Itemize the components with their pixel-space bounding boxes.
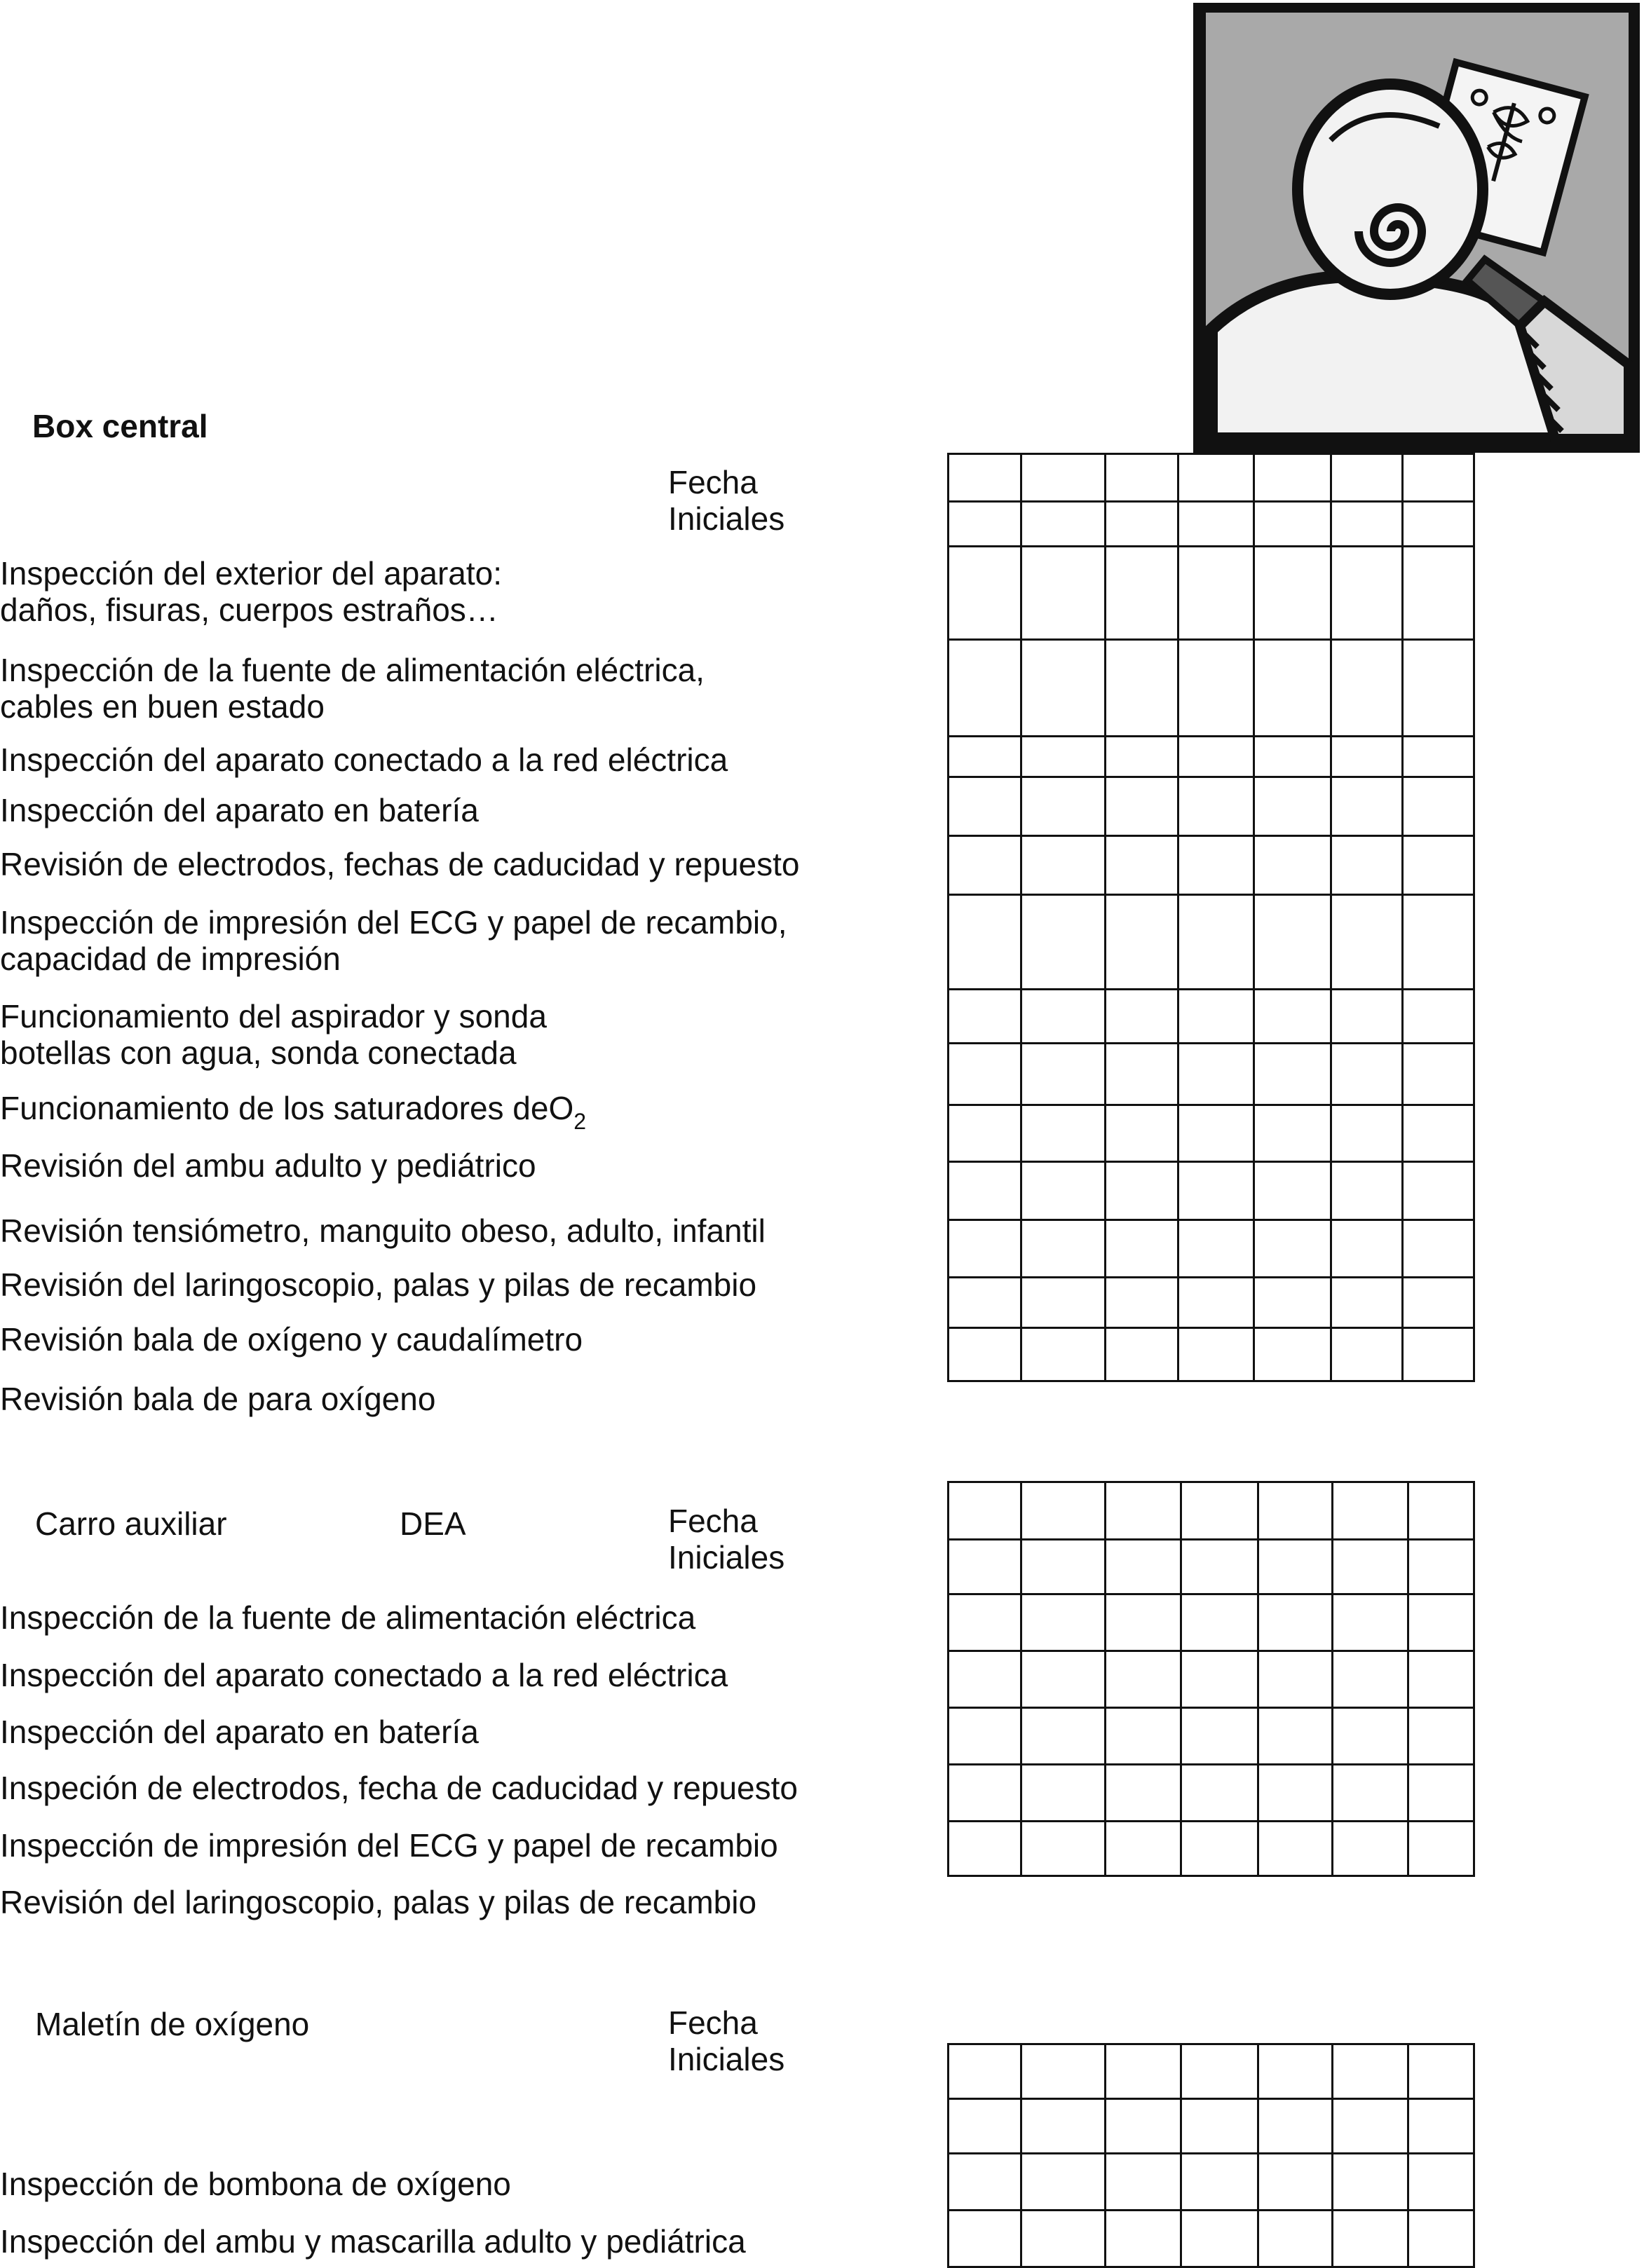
grid-cell[interactable] (1021, 502, 1106, 547)
grid-cell[interactable] (1021, 1540, 1106, 1594)
grid-cell[interactable] (1254, 454, 1331, 502)
grid-cell[interactable] (1106, 1328, 1178, 1381)
grid-cell[interactable] (1181, 1540, 1258, 1594)
checklist-item: Funcionamiento del aspirador y sonda (0, 998, 547, 1034)
grid-cell[interactable] (1021, 1278, 1106, 1328)
grid-cell[interactable] (1403, 1044, 1474, 1105)
grid-cell[interactable] (1106, 1594, 1181, 1651)
grid-cell[interactable] (1254, 502, 1331, 547)
grid-cell[interactable] (949, 895, 1021, 990)
grid-cell[interactable] (1106, 502, 1178, 547)
grid-cell[interactable] (1181, 1708, 1258, 1765)
grid-cell[interactable] (1333, 1708, 1408, 1765)
grid-cell[interactable] (1106, 2211, 1181, 2267)
grid-cell[interactable] (1333, 2211, 1408, 2267)
checklist-item: Inspección de impresión del ECG y papel de recambio, (0, 904, 787, 941)
grid-cell[interactable] (1106, 1540, 1181, 1594)
date-label: Fecha (668, 464, 758, 500)
checklist-item: Inspección del ambu y mascarilla adulto y pediátrica (0, 2223, 746, 2260)
checklist-item-continuation: capacidad de impresión (0, 941, 341, 977)
checklist-item-continuation: cables en buen estado (0, 688, 325, 725)
grid-cell[interactable] (1403, 895, 1474, 990)
grid-cell[interactable] (1106, 1278, 1178, 1328)
grid-cell[interactable] (1181, 1594, 1258, 1651)
grid-cell[interactable] (1021, 836, 1106, 895)
grid-cell[interactable] (1331, 1162, 1403, 1220)
grid-cell[interactable] (1333, 1482, 1408, 1540)
grid-cell[interactable] (1021, 547, 1106, 640)
checklist-item: Revisión tensiómetro, manguito obeso, adulto, infantil (0, 1212, 766, 1249)
grid-cell[interactable] (1333, 2044, 1408, 2099)
grid-cell[interactable] (1331, 737, 1403, 777)
grid-cell[interactable] (1333, 2154, 1408, 2211)
grid-cell[interactable] (1178, 1044, 1254, 1105)
grid-cell[interactable] (1403, 547, 1474, 640)
date-label: Fecha (668, 2004, 758, 2041)
grid-cell[interactable] (1258, 1482, 1333, 1540)
grid-cell[interactable] (1021, 1822, 1106, 1876)
grid-cell[interactable] (1106, 1162, 1178, 1220)
grid-cell[interactable] (1106, 1044, 1178, 1105)
grid-cell[interactable] (1021, 1594, 1106, 1651)
grid-cell[interactable] (1408, 2044, 1474, 2099)
checklist-item: Inspección de impresión del ECG y papel de recambio (0, 1827, 778, 1864)
grid-cell[interactable] (949, 737, 1021, 777)
grid-cell[interactable] (1331, 547, 1403, 640)
grid-cell[interactable] (1021, 777, 1106, 836)
grid-cell[interactable] (1021, 2211, 1106, 2267)
grid-cell[interactable] (1021, 1328, 1106, 1381)
grid-cell[interactable] (1021, 1044, 1106, 1105)
grid-cell[interactable] (1254, 777, 1331, 836)
checklist-item: Inspección del exterior del aparato: (0, 555, 502, 592)
grid-cell[interactable] (1408, 1540, 1474, 1594)
grid-cell[interactable] (1106, 836, 1178, 895)
grid-cell[interactable] (1254, 1278, 1331, 1328)
grid-cell[interactable] (949, 640, 1021, 737)
checklist-item-text: Funcionamiento de los saturadores deO (0, 1090, 574, 1126)
grid-cell[interactable] (1408, 1708, 1474, 1765)
grid-cell[interactable] (1258, 2044, 1333, 2099)
grid-cell[interactable] (1331, 502, 1403, 547)
checklist-item: Inspección de la fuente de alimentación eléctrica, (0, 652, 705, 688)
grid-cell[interactable] (1178, 502, 1254, 547)
grid-cell[interactable] (949, 777, 1021, 836)
grid-cell[interactable] (1333, 1651, 1408, 1708)
checklist-item: Inspección del aparato en batería (0, 1714, 479, 1750)
grid-cell[interactable] (1403, 990, 1474, 1044)
grid-cell[interactable] (1181, 1822, 1258, 1876)
grid-cell[interactable] (1333, 1822, 1408, 1876)
grid-cell[interactable] (1181, 1482, 1258, 1540)
grid-cell[interactable] (1254, 1220, 1331, 1278)
grid-cell[interactable] (1331, 1044, 1403, 1105)
grid-cell[interactable] (1258, 2099, 1333, 2154)
grid-cell[interactable] (1331, 1328, 1403, 1381)
grid-cell[interactable] (1331, 990, 1403, 1044)
grid-cell[interactable] (1106, 777, 1178, 836)
checklist-item: Inspección del aparato en batería (0, 792, 479, 828)
grid-cell[interactable] (1178, 1105, 1254, 1162)
grid-cell[interactable] (1106, 640, 1178, 737)
grid-cell[interactable] (1021, 1105, 1106, 1162)
grid-cell[interactable] (1181, 1651, 1258, 1708)
checklist-item: Revisión de electrodos, fechas de caducidad y repuesto (0, 846, 800, 882)
grid-cell[interactable] (949, 2044, 1021, 2099)
grid-cell[interactable] (1178, 990, 1254, 1044)
grid-cell[interactable] (949, 990, 1021, 1044)
grid-cell[interactable] (1021, 1708, 1106, 1765)
grid-cell[interactable] (1331, 895, 1403, 990)
grid-cell[interactable] (949, 1708, 1021, 1765)
grid-cell[interactable] (1021, 1651, 1106, 1708)
grid-cell[interactable] (1106, 454, 1178, 502)
grid-cell[interactable] (1178, 1220, 1254, 1278)
grid-cell[interactable] (1331, 1105, 1403, 1162)
grid-cell[interactable] (1331, 836, 1403, 895)
grid-cell[interactable] (1181, 1765, 1258, 1822)
grid-cell[interactable] (1178, 547, 1254, 640)
date-label: Fecha (668, 1503, 758, 1539)
grid-cell[interactable] (1408, 2211, 1474, 2267)
grid-cell[interactable] (1181, 2044, 1258, 2099)
grid-cell[interactable] (1021, 990, 1106, 1044)
grid-cell[interactable] (1258, 1822, 1333, 1876)
grid-cell[interactable] (1178, 1328, 1254, 1381)
grid-cell[interactable] (1254, 1328, 1331, 1381)
grid-cell[interactable] (1106, 1765, 1181, 1822)
grid-cell[interactable] (1331, 454, 1403, 502)
grid-cell[interactable] (1408, 1822, 1474, 1876)
checklist-item: Revisión del laringoscopio, palas y pilas de recambio (0, 1266, 757, 1303)
grid-cell[interactable] (1021, 2099, 1106, 2154)
grid-cell[interactable] (949, 1162, 1021, 1220)
grid-cell[interactable] (1021, 1220, 1106, 1278)
grid-cell[interactable] (1403, 1162, 1474, 1220)
grid-cell[interactable] (1408, 2099, 1474, 2154)
section-title: Box central (32, 408, 208, 444)
grid-cell[interactable] (1178, 777, 1254, 836)
grid-cell[interactable] (949, 547, 1021, 640)
grid-cell[interactable] (1403, 777, 1474, 836)
grid-cell[interactable] (1178, 1278, 1254, 1328)
checklist-item: Revisión del laringoscopio, palas y pilas de recambio (0, 1884, 757, 1920)
grid-cell[interactable] (1408, 1482, 1474, 1540)
grid-cell[interactable] (1178, 640, 1254, 737)
grid-cell[interactable] (1403, 1278, 1474, 1328)
grid-cell[interactable] (1106, 1105, 1178, 1162)
grid-cell[interactable] (949, 2211, 1021, 2267)
grid-cell[interactable] (1178, 1162, 1254, 1220)
grid-cell[interactable] (1403, 454, 1474, 502)
grid-cell[interactable] (1258, 1540, 1333, 1594)
checklist-item: Revisión bala de oxígeno y caudalímetro (0, 1321, 583, 1358)
grid-cell[interactable] (1258, 1594, 1333, 1651)
grid-cell[interactable] (1181, 2154, 1258, 2211)
checklist-item: Inspección de bombona de oxígeno (0, 2166, 511, 2202)
grid-cell[interactable] (1106, 2099, 1181, 2154)
checklist-item: Inspección del aparato conectado a la red eléctrica (0, 742, 728, 778)
grid-cell[interactable] (1254, 895, 1331, 990)
grid-cell[interactable] (949, 1220, 1021, 1278)
grid-cell[interactable] (1254, 1162, 1331, 1220)
grid-cell[interactable] (1106, 2044, 1181, 2099)
grid-cell[interactable] (1408, 1594, 1474, 1651)
grid-cell[interactable] (1254, 640, 1331, 737)
grid-cell[interactable] (1408, 1651, 1474, 1708)
grid-cell[interactable] (1254, 1105, 1331, 1162)
grid-cell[interactable] (1178, 836, 1254, 895)
grid-cell[interactable] (949, 454, 1021, 502)
grid-cell[interactable] (1403, 640, 1474, 737)
grid-cell[interactable] (1178, 454, 1254, 502)
grid-cell[interactable] (1254, 1044, 1331, 1105)
checklist-item-continuation: botellas con agua, sonda conectada (0, 1034, 517, 1071)
grid-cell[interactable] (1021, 737, 1106, 777)
grid-cell[interactable] (1333, 1765, 1408, 1822)
grid-cell[interactable] (949, 1044, 1021, 1105)
checklist-item (0, 1090, 587, 1134)
doctor-writing-prescription-icon (1190, 0, 1643, 456)
grid-cell[interactable] (1021, 1482, 1106, 1540)
grid-cell[interactable] (1254, 836, 1331, 895)
grid-cell[interactable] (1106, 1651, 1181, 1708)
grid-cell[interactable] (1106, 737, 1178, 777)
grid-cell[interactable] (1403, 737, 1474, 777)
grid-cell[interactable] (1178, 895, 1254, 990)
grid-cell[interactable] (1181, 2099, 1258, 2154)
grid-cell[interactable] (1258, 1765, 1333, 1822)
grid-cell[interactable] (1403, 502, 1474, 547)
grid-cell[interactable] (949, 1822, 1021, 1876)
grid-cell[interactable] (1106, 895, 1178, 990)
grid-cell[interactable] (1106, 990, 1178, 1044)
checklist-item: Inspección del aparato conectado a la red eléctrica (0, 1657, 728, 1693)
initials-label: Iniciales (668, 500, 785, 537)
grid-cell[interactable] (949, 1594, 1021, 1651)
grid-cell[interactable] (1258, 1651, 1333, 1708)
grid-cell[interactable] (1106, 1822, 1181, 1876)
grid-cell[interactable] (1333, 2099, 1408, 2154)
grid-cell[interactable] (1106, 547, 1178, 640)
grid-cell[interactable] (1021, 1162, 1106, 1220)
grid-cell[interactable] (949, 1765, 1021, 1822)
grid-cell[interactable] (1254, 547, 1331, 640)
grid-cell[interactable] (949, 1482, 1021, 1540)
checklist-grid (947, 1481, 1475, 1877)
grid-cell[interactable] (1106, 1708, 1181, 1765)
grid-cell[interactable] (1331, 777, 1403, 836)
grid-cell[interactable] (1021, 2154, 1106, 2211)
grid-cell[interactable] (1258, 2211, 1333, 2267)
grid-cell[interactable] (1403, 836, 1474, 895)
checklist-item: Inspeción de electrodos, fecha de caducidad y repuesto (0, 1770, 798, 1806)
grid-cell[interactable] (949, 1651, 1021, 1708)
initials-label: Iniciales (668, 2041, 785, 2077)
grid-cell[interactable] (1106, 1482, 1181, 1540)
grid-cell[interactable] (1254, 990, 1331, 1044)
grid-cell[interactable] (1331, 1220, 1403, 1278)
grid-cell[interactable] (1021, 454, 1106, 502)
checklist-grid (947, 453, 1475, 1382)
checklist-item-continuation: daños, fisuras, cuerpos estraños… (0, 592, 498, 628)
grid-cell[interactable] (1106, 2154, 1181, 2211)
section-title: Carro auxiliar (35, 1505, 227, 1542)
grid-cell[interactable] (1021, 1765, 1106, 1822)
grid-cell[interactable] (1258, 1708, 1333, 1765)
checklist-item: Revisión del ambu adulto y pediátrico (0, 1147, 536, 1184)
grid-cell[interactable] (1408, 1765, 1474, 1822)
section-subtitle: DEA (400, 1505, 466, 1542)
grid-cell[interactable] (1021, 895, 1106, 990)
grid-cell[interactable] (949, 1540, 1021, 1594)
grid-cell[interactable] (1331, 1278, 1403, 1328)
section-title: Maletín de oxígeno (35, 2006, 310, 2042)
grid-cell[interactable] (1333, 1594, 1408, 1651)
grid-cell[interactable] (949, 836, 1021, 895)
grid-cell[interactable] (1403, 1328, 1474, 1381)
grid-cell[interactable] (1403, 1105, 1474, 1162)
grid-cell[interactable] (949, 1278, 1021, 1328)
grid-cell[interactable] (949, 502, 1021, 547)
grid-cell[interactable] (949, 2099, 1021, 2154)
subscript: 2 (573, 1109, 587, 1134)
checklist-grid (947, 2043, 1475, 2268)
grid-cell[interactable] (949, 2154, 1021, 2211)
grid-cell[interactable] (1021, 2044, 1106, 2099)
grid-cell[interactable] (1181, 2211, 1258, 2267)
grid-cell[interactable] (1408, 2154, 1474, 2211)
grid-cell[interactable] (949, 1105, 1021, 1162)
initials-label: Iniciales (668, 1539, 785, 1576)
grid-cell[interactable] (1333, 1540, 1408, 1594)
grid-cell[interactable] (1254, 737, 1331, 777)
grid-cell[interactable] (1106, 1220, 1178, 1278)
grid-cell[interactable] (949, 1328, 1021, 1381)
checklist-item: Inspección de la fuente de alimentación eléctrica (0, 1599, 696, 1636)
grid-cell[interactable] (1021, 640, 1106, 737)
grid-cell[interactable] (1178, 737, 1254, 777)
grid-cell[interactable] (1331, 640, 1403, 737)
grid-cell[interactable] (1403, 1220, 1474, 1278)
grid-cell[interactable] (1258, 2154, 1333, 2211)
checklist-item: Revisión bala de para oxígeno (0, 1381, 436, 1417)
